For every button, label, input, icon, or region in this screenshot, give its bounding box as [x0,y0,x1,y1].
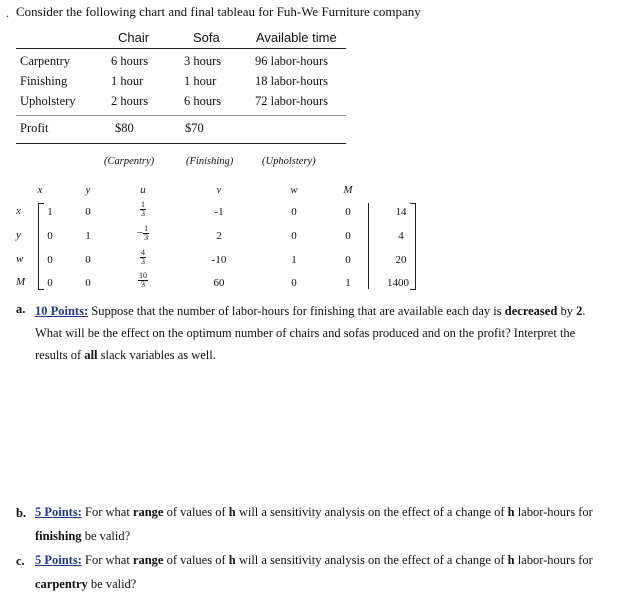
question-a-points: 10 Points: [35,304,89,318]
row-label-x: x [16,205,21,217]
t-r4-c6: 1 [345,277,351,289]
t-r4-c5: 0 [291,277,297,289]
col-head-u: u [140,184,146,196]
cell-upholstery-sofa: 6 hours [184,94,222,108]
t-r1-c6: 0 [345,206,351,218]
question-a-letter: a. [16,302,26,316]
t-r4-c2: 0 [85,277,91,289]
col-head-x: x [37,184,43,196]
annotation-upholstery: (Upholstery) [262,156,316,167]
row-label-y: y [16,229,21,241]
cell-finishing-sofa: 1 hour [184,74,217,88]
cell-carpentry-sofa: 3 hours [184,54,222,68]
t-r3-c4: -10 [211,254,227,266]
question-b-letter: b. [16,506,27,520]
col-head-w: w [290,184,298,196]
t-r2-c1: 0 [47,230,53,242]
augment-divider [368,203,369,289]
cell-carpentry-chair: 6 hours [111,54,149,68]
cell-upholstery-time: 72 labor-hours [255,94,328,108]
cell-carpentry-time: 96 labor-hours [255,54,328,68]
col-head-v: v [216,184,222,196]
chart-top-rule [16,48,346,49]
cell-finishing-time: 18 labor-hours [255,74,328,88]
t-r1-c1: 1 [47,206,53,218]
t-r1-c5: 0 [291,206,297,218]
question-c-letter: c. [16,554,25,568]
row-label-profit: Profit [20,121,49,135]
annotation-carpentry: (Carpentry) [104,156,155,167]
t-r3-c3: $\frac{4}{3}$ [141,248,145,266]
t-r3-rhs: 20 [395,254,407,266]
t-r2-c4: 2 [216,230,222,242]
t-r1-c2: 0 [85,206,91,218]
t-r3-c6: 0 [345,254,351,266]
row-label-m: M [16,276,26,288]
question-a-text: 10 Points: Suppose that the number of labor-hours for finishing that are available each day is decreased by 2. What will be the effect on the optimum number of chairs and sofas produced and on the profit? Interpret the results of all slack variables as well. [35,304,586,362]
t-r2-c6: 0 [345,230,351,242]
annotation-finishing: (Finishing) [186,156,234,167]
t-r3-c1: 0 [47,254,53,266]
cell-profit-chair: $80 [115,121,134,135]
col-header-chair: Chair [118,30,150,45]
t-r2-c2: 1 [85,230,91,242]
row-label-w: w [16,253,24,265]
t-r1-c3: $\frac{1}{3}$ [141,200,145,218]
row-label-upholstery: Upholstery [20,94,76,108]
problem-header: Consider the following chart and final tableau for Fuh-We Furniture company [16,4,421,19]
t-r4-c4: 60 [213,277,225,289]
cell-finishing-chair: 1 hour [111,74,144,88]
question-c-points: 5 Points: [35,553,82,567]
question-b-points: 5 Points: [35,505,82,519]
col-header-sofa: Sofa [193,30,220,45]
bullet-dot: . [6,6,9,20]
t-r3-c5: 1 [291,254,297,266]
col-header-available-time: Available time [256,30,337,45]
t-r1-rhs: 14 [395,206,407,218]
t-r3-c2: 0 [85,254,91,266]
t-r4-rhs: 1400 [387,277,409,289]
question-c-text: 5 Points: For what range of values of h will a sensitivity analysis on the effect of a change of h labor-hours for carpentry be valid? [35,553,593,591]
col-head-m: M [343,184,353,196]
t-r2-c5: 0 [291,230,297,242]
cell-upholstery-chair: 2 hours [111,94,149,108]
t-r4-c1: 0 [47,277,53,289]
t-r2-c3: − $\frac{1}{3}$ [136,224,149,242]
chart-bottom-rule [16,143,346,144]
row-label-finishing: Finishing [20,74,68,88]
t-r4-c3: $\frac{10}{3}$ [139,271,147,289]
t-r2-rhs: 4 [398,230,404,242]
question-b-text: 5 Points: For what range of values of h will a sensitivity analysis on the effect of a change of h labor-hours for finishing be valid? [35,505,593,543]
t-r1-c4: -1 [214,206,224,218]
col-head-y: y [85,184,91,196]
row-label-carpentry: Carpentry [20,54,70,68]
chart-mid-rule [16,115,346,116]
cell-profit-sofa: $70 [185,121,204,135]
